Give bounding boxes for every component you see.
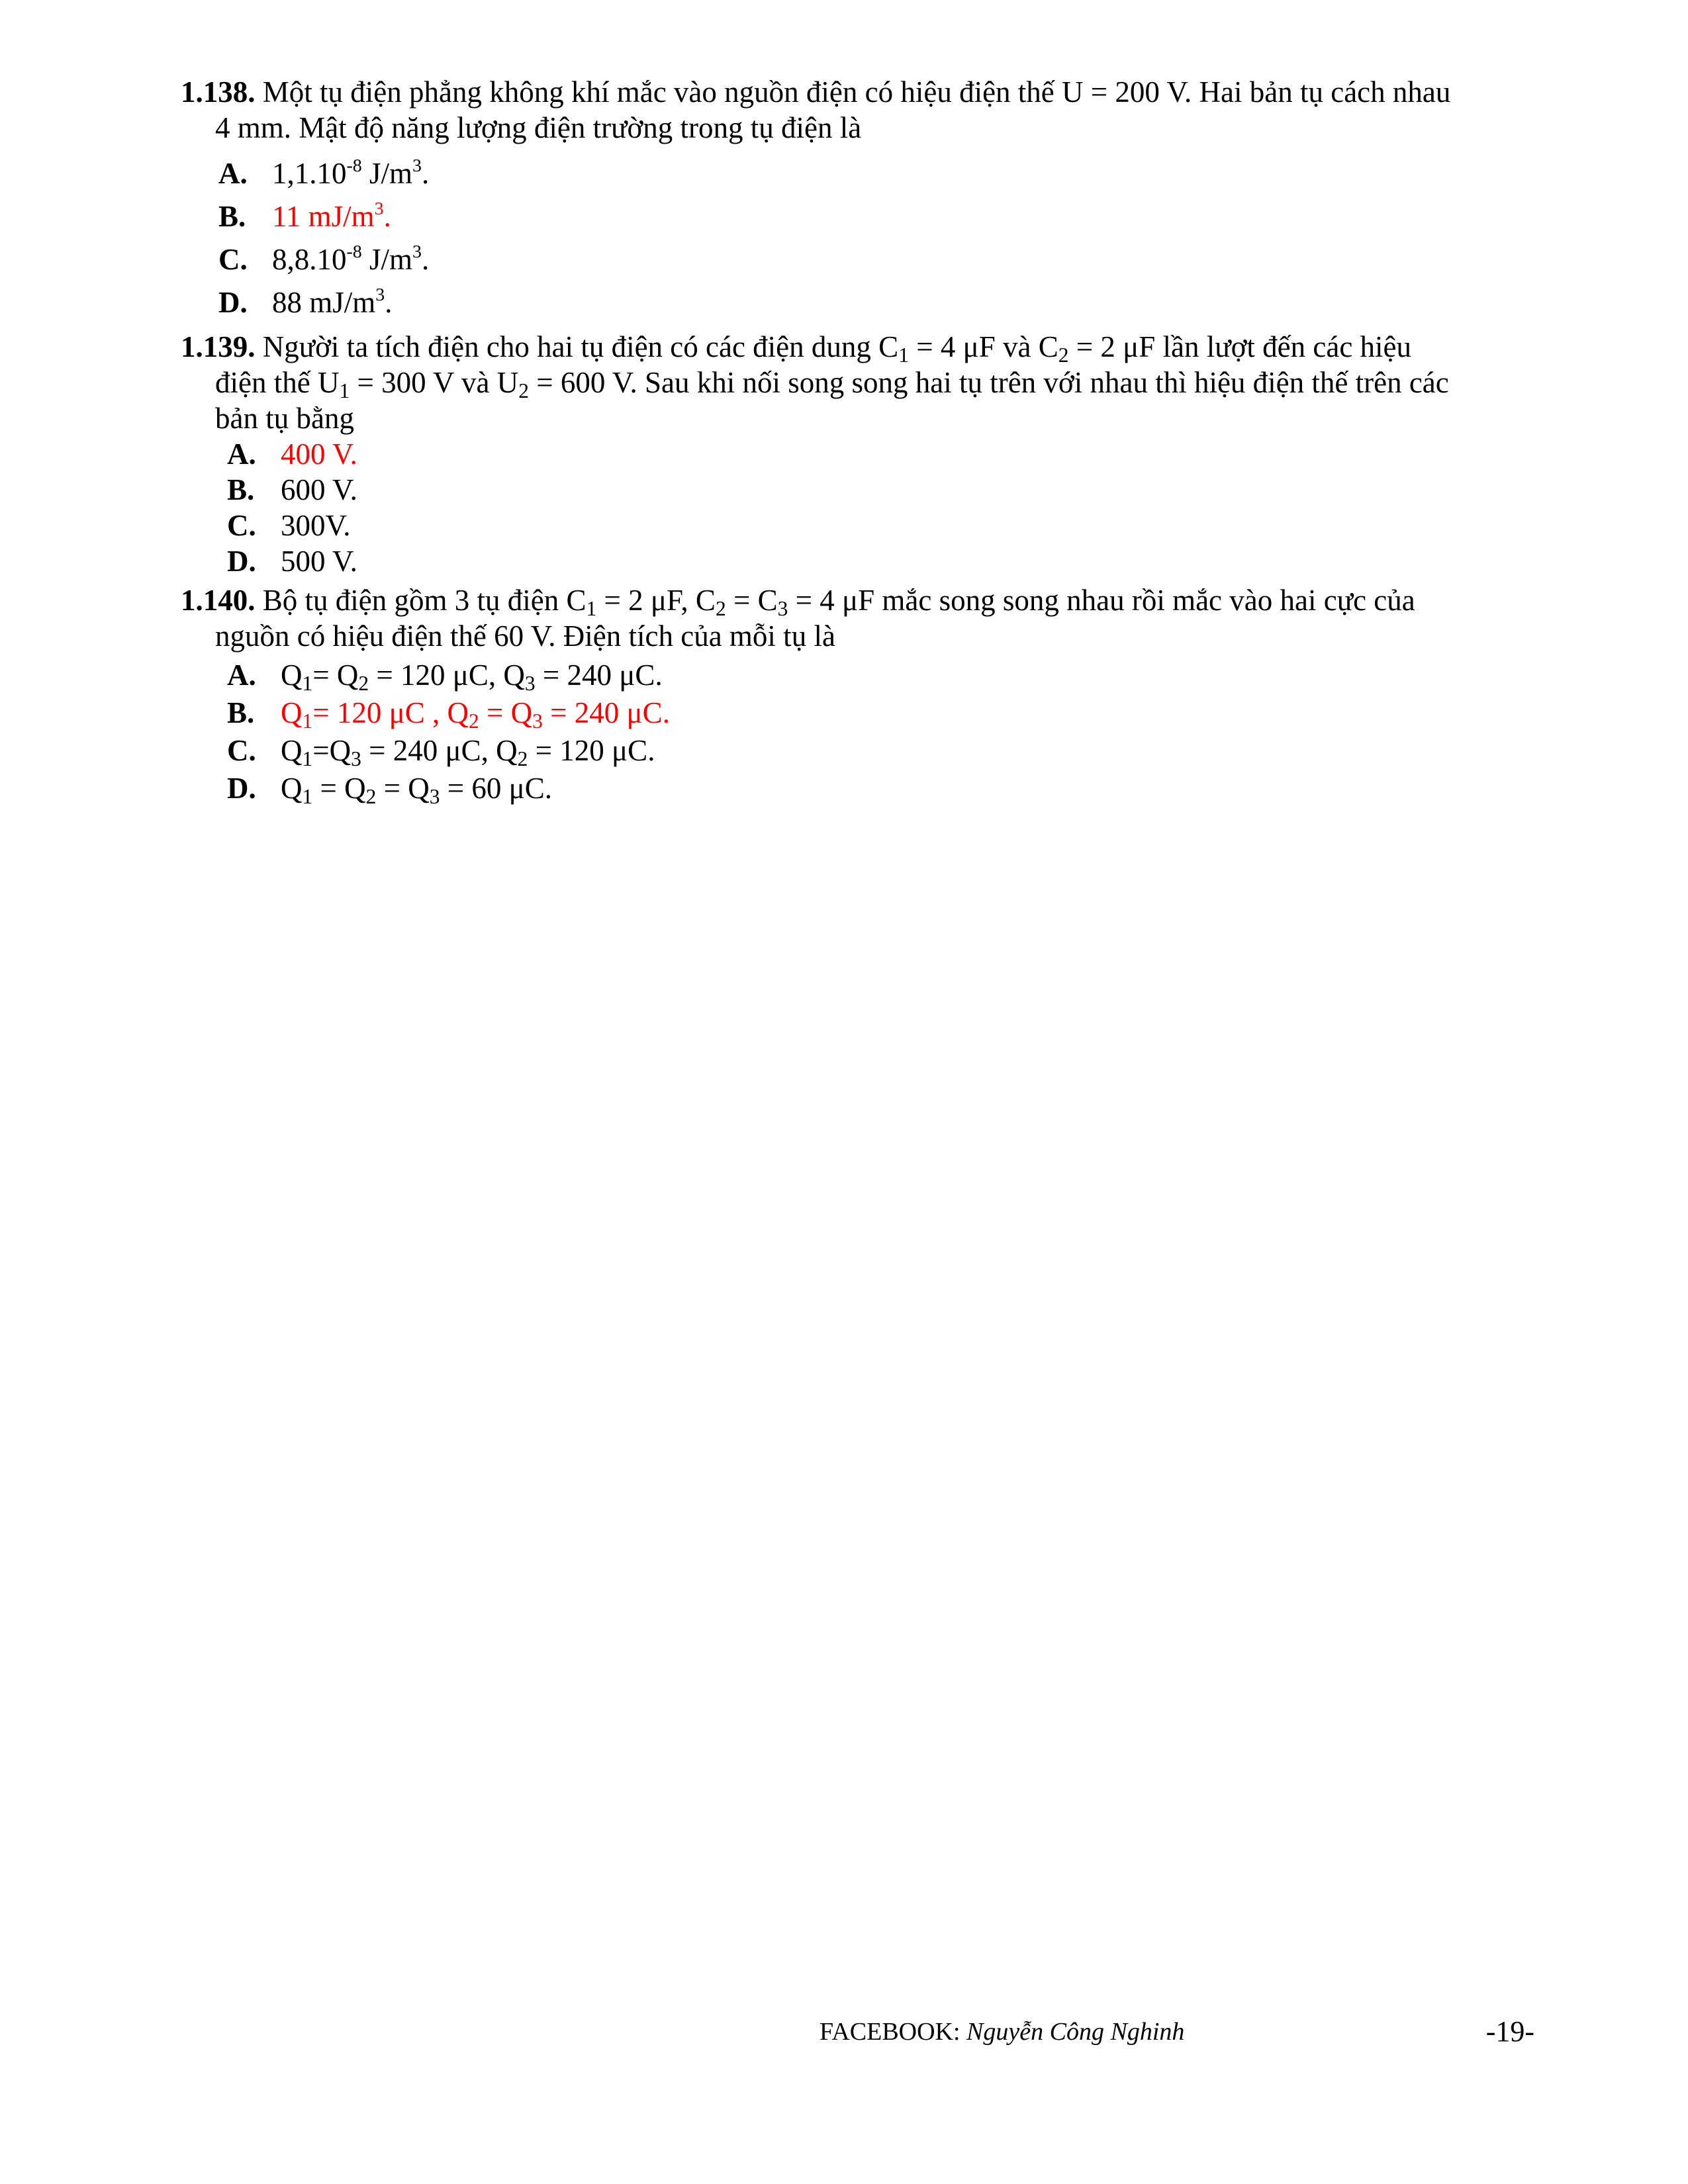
stem-continuation: điện thế $U_1 = 300$ V và $U_2 = 600$ V. Sau khi nối song song hai tụ trên với nhau thì hiệu điện thế trên các bbox=[215, 366, 1449, 402]
stem-text: Người ta tích điện cho hai tụ điện có các điện dung $C_1 = 4$ μF và $C_2 = 2$ μF lần lượt đến các hiệu bbox=[262, 330, 1412, 367]
option-text: 300V. bbox=[281, 509, 351, 542]
answer-options bbox=[227, 657, 1531, 807]
option-b bbox=[227, 694, 1531, 732]
option-a bbox=[227, 657, 1531, 694]
question-number: 1.140. bbox=[181, 584, 256, 617]
option-d bbox=[227, 543, 1531, 579]
stem-continuation: bản tụ bằng bbox=[215, 402, 354, 435]
option-text: $8,8.10^{-8}$ $J/m^3$. bbox=[272, 241, 430, 276]
answer-options bbox=[227, 436, 1531, 579]
option-letter: C. bbox=[227, 509, 256, 542]
option-letter: C. bbox=[218, 243, 248, 276]
option-text: $Q_1=Q_3 = 240$ μC, $Q_2 = 120$ μC. bbox=[281, 734, 655, 770]
option-a bbox=[218, 152, 1531, 195]
answer-options bbox=[218, 152, 1531, 324]
option-c bbox=[227, 508, 1531, 543]
option-letter: A. bbox=[227, 659, 256, 692]
option-text: 600 V. bbox=[281, 473, 357, 506]
stem-continuation: nguồn có hiệu điện thế 60 V. Điện tích của mỗi tụ là bbox=[215, 619, 835, 653]
footer-label: FACEBOOK: bbox=[820, 2018, 967, 2046]
stem-continuation: 4 mm. Mật độ năng lượng điện trường trong tụ điện là bbox=[215, 111, 862, 144]
option-b bbox=[218, 195, 1531, 238]
question-stem bbox=[181, 74, 1531, 110]
option-letter: C. bbox=[227, 734, 256, 767]
stem-text: Một tụ điện phẳng không khí mắc vào nguồn điện có hiệu điện thế U = 200 V. Hai bản tụ cách nhau bbox=[262, 75, 1451, 109]
question-number: 1.138. bbox=[181, 75, 256, 109]
option-letter: A. bbox=[218, 157, 248, 190]
footer-credit bbox=[820, 2012, 1184, 2052]
question-1-140 bbox=[181, 582, 1531, 807]
question-stem bbox=[181, 329, 1531, 365]
option-letter: B. bbox=[227, 473, 255, 506]
option-text-correct: 11 $mJ/m^3$. bbox=[272, 198, 391, 233]
footer-author-name: Nguyễn Công Nghinh bbox=[966, 2018, 1185, 2046]
option-text: $Q_1 = Q_2 = Q_3 = 60$ μC. bbox=[281, 772, 553, 808]
stem-text: Bộ tụ điện gồm 3 tụ điện $C_1 = 2$ μF, $C_2 = C_3 = 4$ μF mắc song song nhau rồi mắc vào hai cực của bbox=[262, 584, 1415, 620]
option-c bbox=[227, 732, 1531, 770]
question-stem bbox=[181, 582, 1531, 618]
option-a bbox=[227, 436, 1531, 472]
page-number: -19- bbox=[1485, 2015, 1534, 2048]
option-d bbox=[218, 281, 1531, 324]
option-text: 500 V. bbox=[281, 545, 357, 578]
option-d bbox=[227, 770, 1531, 807]
option-letter: D. bbox=[227, 772, 256, 805]
option-letter: D. bbox=[227, 545, 256, 578]
option-text-correct: 400 V. bbox=[281, 437, 357, 471]
option-letter: B. bbox=[218, 200, 246, 233]
question-number: 1.139. bbox=[181, 330, 256, 363]
option-letter: B. bbox=[227, 696, 255, 729]
option-letter: D. bbox=[218, 286, 248, 319]
option-text: $Q_1= Q_2 = 120$ μC, $Q_3 = 240$ μC. bbox=[281, 659, 663, 695]
option-text-correct: $Q_1= 120$ μC , $Q_2 = Q_3 = 240$ μC. bbox=[281, 696, 670, 733]
page-footer bbox=[820, 2012, 1534, 2052]
question-1-139 bbox=[181, 329, 1531, 579]
question-1-138 bbox=[181, 74, 1531, 324]
option-text: $1,1.10^{-8}$ $J/m^3$. bbox=[272, 155, 430, 190]
option-c bbox=[218, 238, 1531, 281]
option-letter: A. bbox=[227, 437, 256, 471]
option-text: 88 $mJ/m^3$. bbox=[272, 284, 393, 319]
option-b bbox=[227, 472, 1531, 508]
